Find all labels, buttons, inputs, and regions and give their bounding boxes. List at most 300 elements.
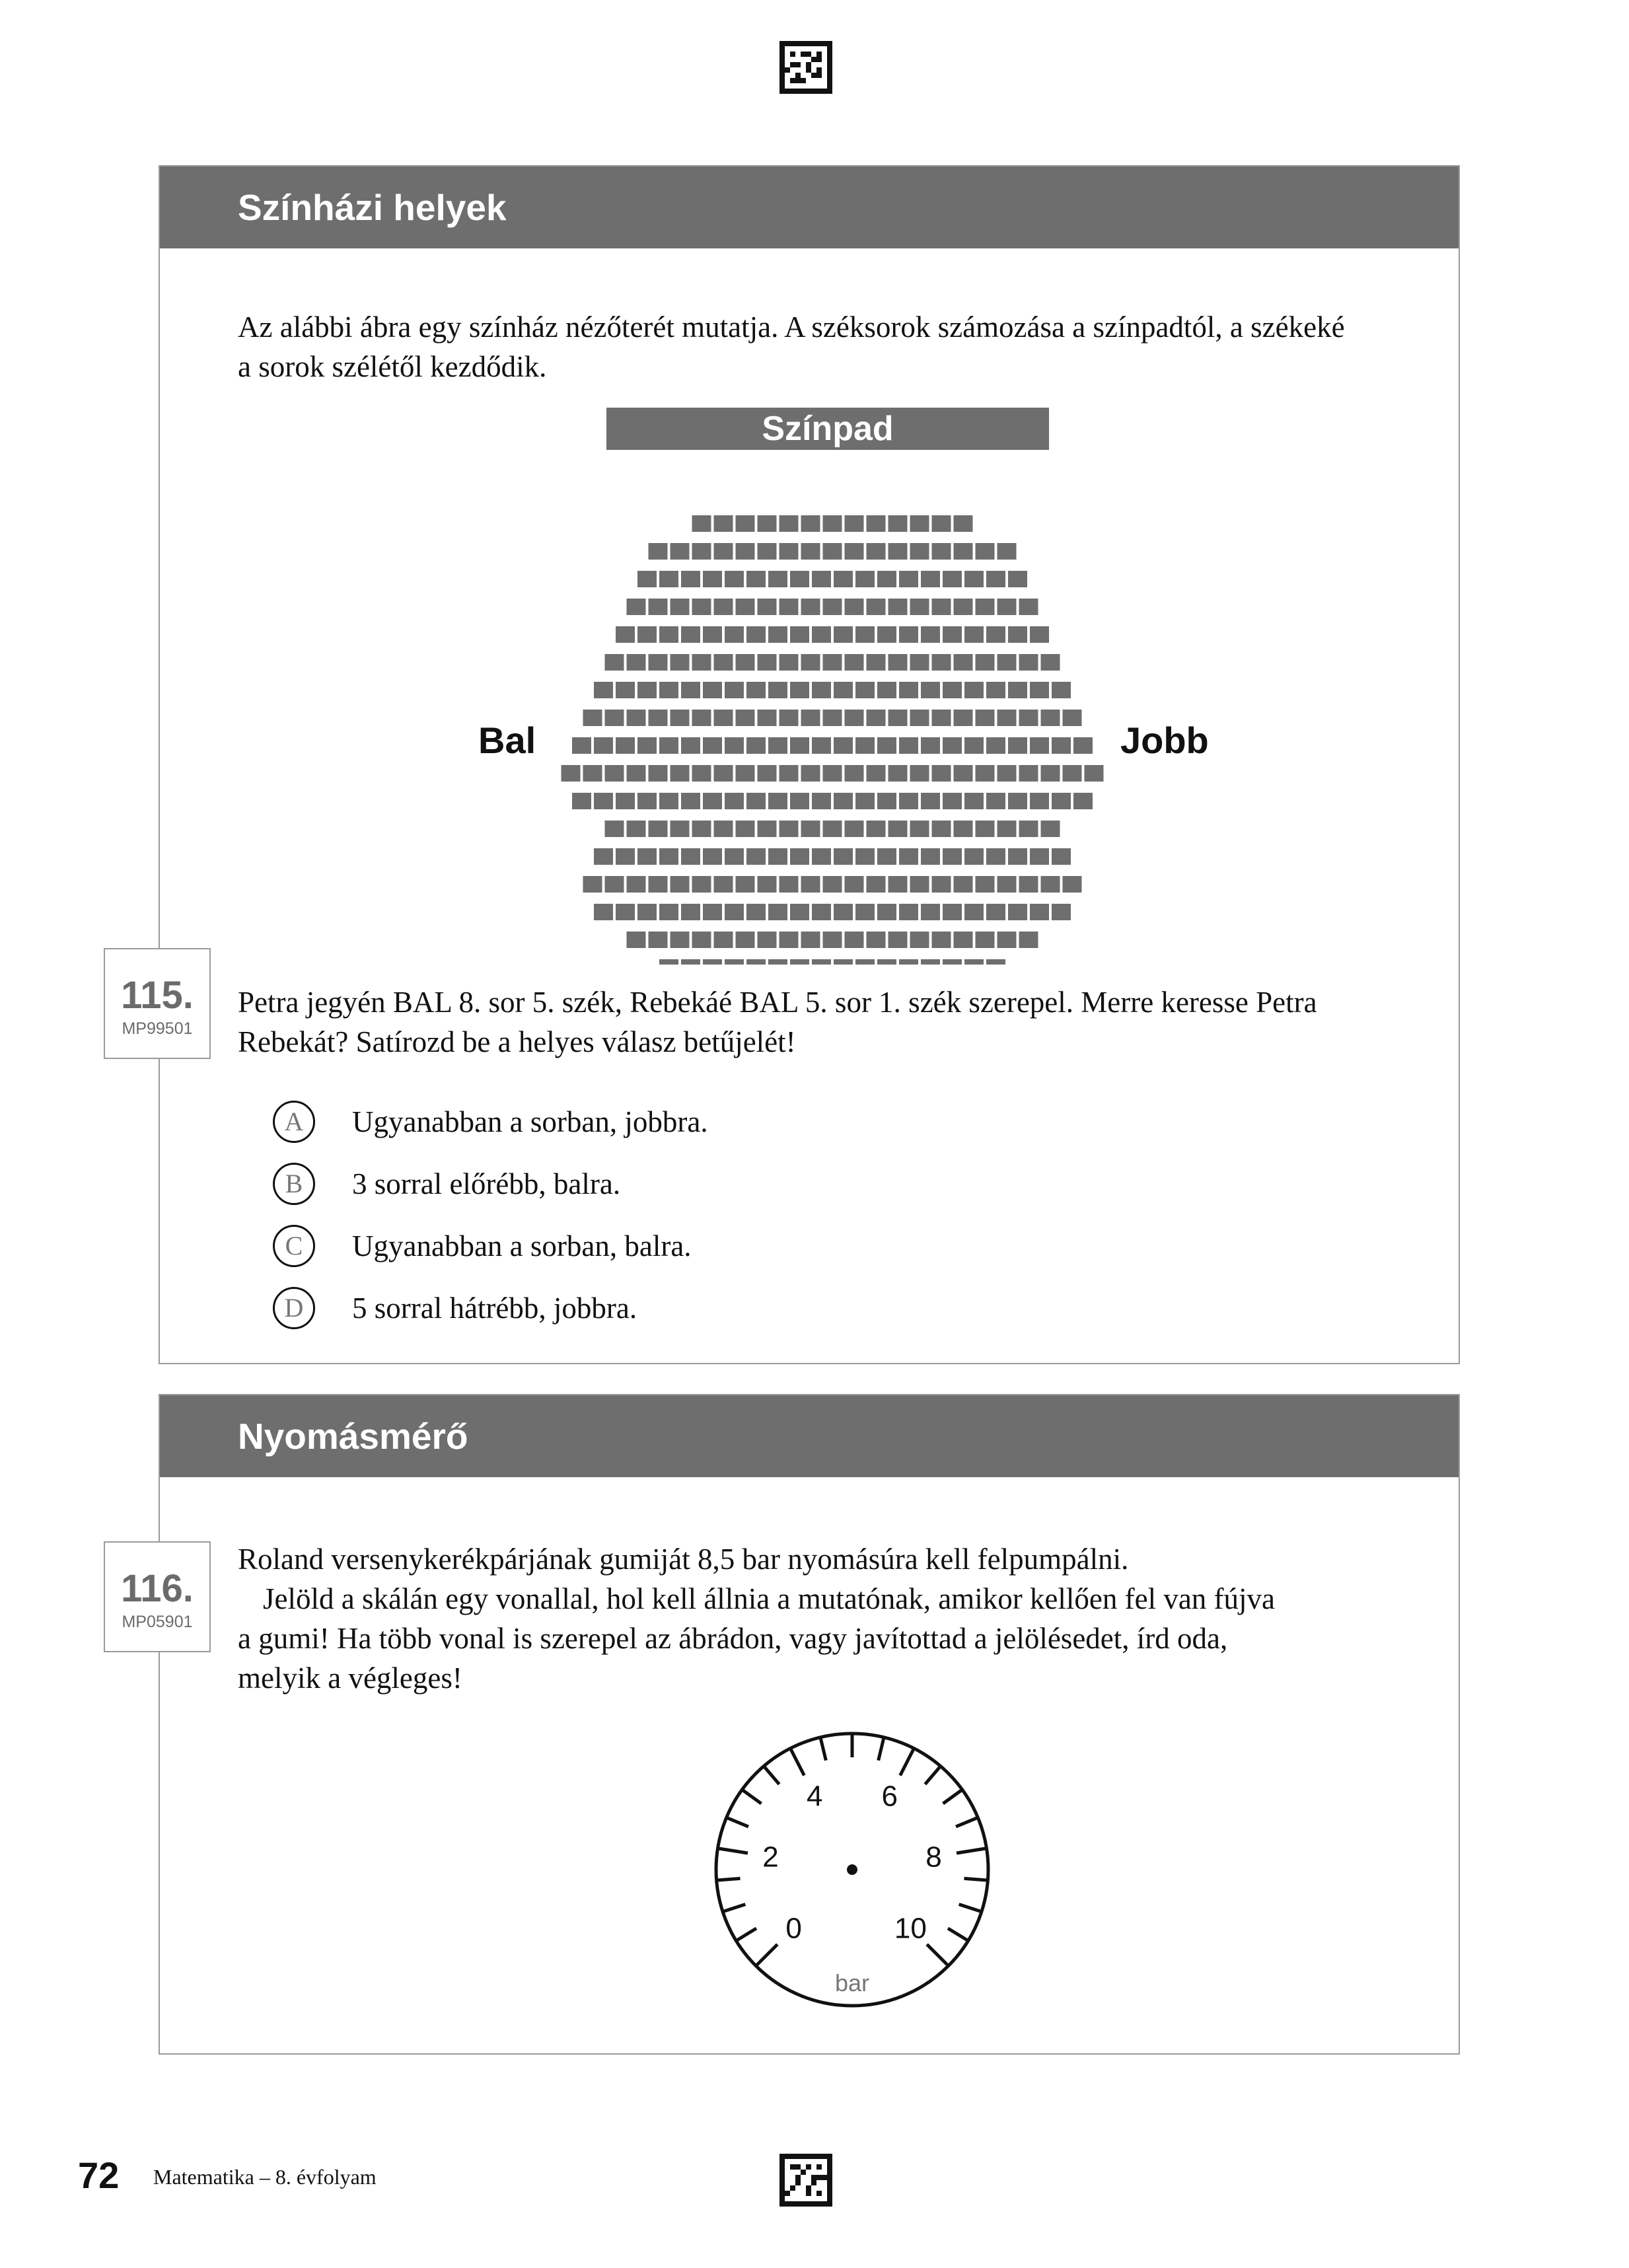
intro-text-line-2: a sorok szélétől kezdődik. xyxy=(238,350,547,383)
seat xyxy=(997,876,1017,893)
seat xyxy=(703,737,722,754)
seat xyxy=(659,626,678,643)
seat xyxy=(845,765,864,782)
seat xyxy=(714,599,733,615)
seat xyxy=(921,626,940,643)
option-b-bubble[interactable]: B xyxy=(273,1163,315,1205)
seat xyxy=(681,848,700,865)
seat xyxy=(932,515,951,532)
seat xyxy=(736,821,755,837)
seat xyxy=(670,654,690,671)
gauge-scale-label: 10 xyxy=(894,1912,927,1945)
seat xyxy=(594,793,613,809)
seat xyxy=(867,543,886,560)
seat xyxy=(823,515,842,532)
seat xyxy=(1008,848,1027,865)
seat xyxy=(1041,876,1060,893)
question-number-box-116 xyxy=(104,1541,211,1652)
seat xyxy=(670,932,690,948)
seat xyxy=(1085,765,1104,782)
seat xyxy=(976,543,995,560)
seat-row xyxy=(561,765,1104,782)
seat xyxy=(627,876,646,893)
seat xyxy=(932,543,951,560)
gauge-center-dot xyxy=(847,1864,857,1875)
seat xyxy=(964,904,984,920)
seat xyxy=(888,821,908,837)
seat xyxy=(899,737,918,754)
seat xyxy=(867,599,886,615)
seat xyxy=(1008,571,1027,587)
seat xyxy=(627,654,646,671)
left-side-label: Bal xyxy=(478,719,536,761)
seat xyxy=(910,932,929,948)
seat xyxy=(877,626,896,643)
seat xyxy=(943,904,962,920)
seat xyxy=(692,710,711,726)
seat xyxy=(768,682,787,698)
seat xyxy=(845,821,864,837)
seat xyxy=(736,515,755,532)
seat xyxy=(768,571,787,587)
seat xyxy=(888,543,908,560)
seat xyxy=(725,737,744,754)
footer-title: Matematika – 8. évfolyam xyxy=(153,2165,377,2189)
seat xyxy=(681,904,700,920)
seat xyxy=(627,599,646,615)
seat xyxy=(758,932,777,948)
seat xyxy=(1063,876,1082,893)
seat xyxy=(768,959,787,965)
seat xyxy=(703,848,722,865)
seat xyxy=(888,654,908,671)
seat xyxy=(616,793,635,809)
seat xyxy=(823,710,842,726)
seat xyxy=(681,682,700,698)
seat xyxy=(910,543,929,560)
seat xyxy=(976,710,995,726)
seat xyxy=(964,626,984,643)
seat xyxy=(692,515,711,532)
seat xyxy=(899,682,918,698)
stage-label: Színpad xyxy=(606,408,1049,450)
option-b-text: 3 sorral előrébb, balra. xyxy=(352,1167,621,1200)
seat xyxy=(943,571,962,587)
seat xyxy=(583,710,602,726)
seat-row xyxy=(637,571,1027,587)
qr-code-bottom xyxy=(779,2152,832,2208)
seat xyxy=(921,793,940,809)
seat xyxy=(867,765,886,782)
seat xyxy=(659,793,678,809)
seat xyxy=(932,821,951,837)
seat xyxy=(594,737,613,754)
seat xyxy=(779,821,799,837)
seat-row xyxy=(627,599,1038,615)
seat-row xyxy=(572,793,1093,809)
seat xyxy=(659,737,678,754)
seat xyxy=(725,571,744,587)
seat xyxy=(637,904,657,920)
seat xyxy=(649,654,668,671)
option-a-bubble[interactable]: A xyxy=(273,1101,315,1143)
seat xyxy=(670,876,690,893)
seat xyxy=(649,821,668,837)
seat xyxy=(714,765,733,782)
seat xyxy=(703,959,722,965)
seat xyxy=(1019,599,1038,615)
seat xyxy=(986,959,1005,965)
seat xyxy=(845,543,864,560)
seat xyxy=(670,765,690,782)
seat xyxy=(758,876,777,893)
seat xyxy=(921,682,940,698)
seat xyxy=(681,959,700,965)
seat xyxy=(943,959,962,965)
question-116-line-2: Jelöld a skálán egy vonallal, hol kell állnia a mutatónak, amikor kellően fel van fújva xyxy=(263,1582,1276,1615)
seat xyxy=(954,765,973,782)
seat xyxy=(986,626,1005,643)
seat xyxy=(1030,626,1049,643)
seat xyxy=(736,599,755,615)
seat xyxy=(1063,710,1082,726)
seat xyxy=(1041,821,1060,837)
seat xyxy=(997,710,1017,726)
seat xyxy=(855,848,875,865)
seat xyxy=(1019,876,1038,893)
seat xyxy=(736,876,755,893)
seat xyxy=(779,932,799,948)
seat xyxy=(616,682,635,698)
seat xyxy=(594,904,613,920)
seat xyxy=(921,571,940,587)
seat xyxy=(997,654,1017,671)
seat xyxy=(823,876,842,893)
seat xyxy=(779,543,799,560)
seat xyxy=(736,765,755,782)
seat xyxy=(1019,710,1038,726)
seat xyxy=(888,599,908,615)
seat xyxy=(812,571,831,587)
seat xyxy=(692,599,711,615)
seat xyxy=(943,626,962,643)
seat xyxy=(659,682,678,698)
seat xyxy=(703,904,722,920)
seat xyxy=(649,599,668,615)
seat-row xyxy=(605,821,1060,837)
seat xyxy=(1030,848,1049,865)
seat xyxy=(812,793,831,809)
question-115-line-2: Rebekát? Satírozd be a helyes válasz betűjelét! xyxy=(238,1025,796,1058)
seat xyxy=(779,876,799,893)
seat xyxy=(1030,737,1049,754)
seat xyxy=(746,848,766,865)
seat xyxy=(768,793,787,809)
seat xyxy=(1052,737,1071,754)
seat xyxy=(1052,793,1071,809)
seat xyxy=(736,654,755,671)
seat xyxy=(888,876,908,893)
seat xyxy=(627,710,646,726)
seat xyxy=(725,848,744,865)
seat xyxy=(768,626,787,643)
seat xyxy=(801,599,820,615)
seat xyxy=(910,710,929,726)
seat xyxy=(899,904,918,920)
seat xyxy=(921,959,940,965)
seat xyxy=(801,765,820,782)
seat xyxy=(790,904,809,920)
seat xyxy=(812,959,831,965)
seat xyxy=(845,599,864,615)
seat xyxy=(746,959,766,965)
seat-row xyxy=(627,932,1038,948)
seat xyxy=(877,904,896,920)
seat xyxy=(845,932,864,948)
gauge-scale-label: 6 xyxy=(881,1780,898,1813)
seat xyxy=(649,543,668,560)
seat xyxy=(681,571,700,587)
seat xyxy=(888,710,908,726)
seat xyxy=(954,599,973,615)
seat xyxy=(899,959,918,965)
seat xyxy=(834,848,853,865)
seat xyxy=(834,737,853,754)
seat xyxy=(855,571,875,587)
seat xyxy=(845,654,864,671)
seat xyxy=(801,543,820,560)
question-116-line-1: Roland versenykerékpárjának gumiját 8,5 bar nyomásúra kell felpumpálni. xyxy=(238,1543,1129,1576)
seat xyxy=(605,765,624,782)
seat xyxy=(997,932,1017,948)
seat xyxy=(670,599,690,615)
option-d-bubble[interactable]: D xyxy=(273,1287,315,1329)
seat xyxy=(976,599,995,615)
seat xyxy=(801,654,820,671)
seat xyxy=(964,737,984,754)
seat xyxy=(954,543,973,560)
seat xyxy=(1041,765,1060,782)
option-c-bubble[interactable]: C xyxy=(273,1225,315,1267)
seat xyxy=(758,821,777,837)
seat xyxy=(790,626,809,643)
seat-row xyxy=(594,682,1071,698)
seat xyxy=(976,765,995,782)
gauge-scale-label: 0 xyxy=(785,1912,802,1945)
seat xyxy=(976,821,995,837)
gauge-tick xyxy=(964,1878,988,1880)
seat xyxy=(637,571,657,587)
seat xyxy=(714,821,733,837)
seat xyxy=(986,848,1005,865)
seat xyxy=(746,571,766,587)
seat xyxy=(703,793,722,809)
seat xyxy=(845,876,864,893)
seat-row xyxy=(594,848,1071,865)
seat xyxy=(954,654,973,671)
seat-row xyxy=(692,515,973,532)
seat xyxy=(867,654,886,671)
seat xyxy=(725,793,744,809)
seat xyxy=(703,626,722,643)
question-code: MP99501 xyxy=(122,1019,193,1038)
seat xyxy=(616,737,635,754)
gauge-unit-label: bar xyxy=(834,1969,870,1996)
seat xyxy=(877,793,896,809)
seat xyxy=(812,626,831,643)
seat xyxy=(790,737,809,754)
seat xyxy=(954,821,973,837)
seat xyxy=(997,765,1017,782)
seat xyxy=(637,682,657,698)
seat xyxy=(692,654,711,671)
seat xyxy=(637,737,657,754)
seat xyxy=(1008,682,1027,698)
seat xyxy=(845,710,864,726)
seat xyxy=(637,626,657,643)
seat xyxy=(1019,765,1038,782)
seat xyxy=(605,821,624,837)
seat xyxy=(964,793,984,809)
seat xyxy=(834,682,853,698)
seat xyxy=(703,571,722,587)
question-number-box-115 xyxy=(104,948,211,1059)
seat xyxy=(1030,793,1049,809)
seat xyxy=(627,821,646,837)
seat xyxy=(1052,904,1071,920)
seat xyxy=(790,682,809,698)
seat xyxy=(823,599,842,615)
seat xyxy=(867,710,886,726)
seat xyxy=(627,765,646,782)
seat xyxy=(768,904,787,920)
seat xyxy=(867,515,886,532)
seat xyxy=(855,904,875,920)
seat xyxy=(932,932,951,948)
seat xyxy=(812,904,831,920)
seat xyxy=(736,710,755,726)
seat xyxy=(616,626,635,643)
seat xyxy=(758,543,777,560)
seat xyxy=(877,848,896,865)
seat xyxy=(812,848,831,865)
seat xyxy=(1008,904,1027,920)
pressure-gauge[interactable] xyxy=(707,1724,997,2015)
seat xyxy=(855,959,875,965)
seat xyxy=(758,654,777,671)
seat xyxy=(1019,821,1038,837)
seat xyxy=(790,959,809,965)
seat xyxy=(801,710,820,726)
seat xyxy=(1030,904,1049,920)
seat xyxy=(768,737,787,754)
seat-row xyxy=(659,959,1005,965)
seat xyxy=(637,793,657,809)
page-number: 72 xyxy=(78,2154,120,2196)
seat xyxy=(1052,848,1071,865)
seat xyxy=(594,848,613,865)
seat xyxy=(986,737,1005,754)
seat xyxy=(899,571,918,587)
seat xyxy=(867,821,886,837)
seat xyxy=(692,543,711,560)
seat xyxy=(954,515,973,532)
seat xyxy=(812,737,831,754)
seat xyxy=(714,876,733,893)
seat xyxy=(834,571,853,587)
seat xyxy=(986,793,1005,809)
question-code: MP05901 xyxy=(122,1613,193,1631)
seat xyxy=(1019,654,1038,671)
seat xyxy=(910,876,929,893)
seat xyxy=(986,682,1005,698)
seat xyxy=(627,932,646,948)
seat xyxy=(1008,793,1027,809)
seat xyxy=(954,876,973,893)
seat-row xyxy=(572,737,1093,754)
question-115-line-1: Petra jegyén BAL 8. sor 5. szék, Rebekáé BAL 5. sor 1. szék szerepel. Merre keresse Petra xyxy=(238,986,1317,1019)
seat xyxy=(834,793,853,809)
seat xyxy=(910,515,929,532)
seat xyxy=(714,710,733,726)
seat xyxy=(779,599,799,615)
seat xyxy=(616,904,635,920)
gauge-scale-label: 2 xyxy=(762,1841,779,1874)
seat xyxy=(976,876,995,893)
seat xyxy=(1019,932,1038,948)
option-c-text: Ugyanabban a sorban, balra. xyxy=(352,1229,692,1262)
seat xyxy=(943,737,962,754)
seat xyxy=(649,710,668,726)
seat xyxy=(997,543,1017,560)
seat xyxy=(637,848,657,865)
seat xyxy=(681,737,700,754)
seat xyxy=(659,904,678,920)
seat xyxy=(616,848,635,865)
seat xyxy=(1008,737,1027,754)
seat xyxy=(877,959,896,965)
seat xyxy=(1073,737,1093,754)
seat xyxy=(779,515,799,532)
seat xyxy=(888,515,908,532)
seat xyxy=(921,737,940,754)
question-116-line-4: melyik a végleges! xyxy=(238,1662,462,1695)
seat xyxy=(1052,682,1071,698)
seat xyxy=(1073,793,1093,809)
seat xyxy=(954,710,973,726)
seat xyxy=(746,793,766,809)
seat xyxy=(997,599,1017,615)
seat xyxy=(954,932,973,948)
seat xyxy=(758,765,777,782)
seat xyxy=(583,876,602,893)
seat xyxy=(867,932,886,948)
seat xyxy=(801,876,820,893)
gauge-scale-label: 4 xyxy=(807,1780,823,1813)
seat xyxy=(932,710,951,726)
seat xyxy=(670,710,690,726)
seat xyxy=(746,626,766,643)
seat xyxy=(1041,710,1060,726)
seat xyxy=(725,682,744,698)
seat xyxy=(768,848,787,865)
seat xyxy=(976,654,995,671)
seat xyxy=(877,571,896,587)
seat xyxy=(812,682,831,698)
seat xyxy=(758,710,777,726)
seat xyxy=(834,959,853,965)
seat xyxy=(1063,765,1082,782)
